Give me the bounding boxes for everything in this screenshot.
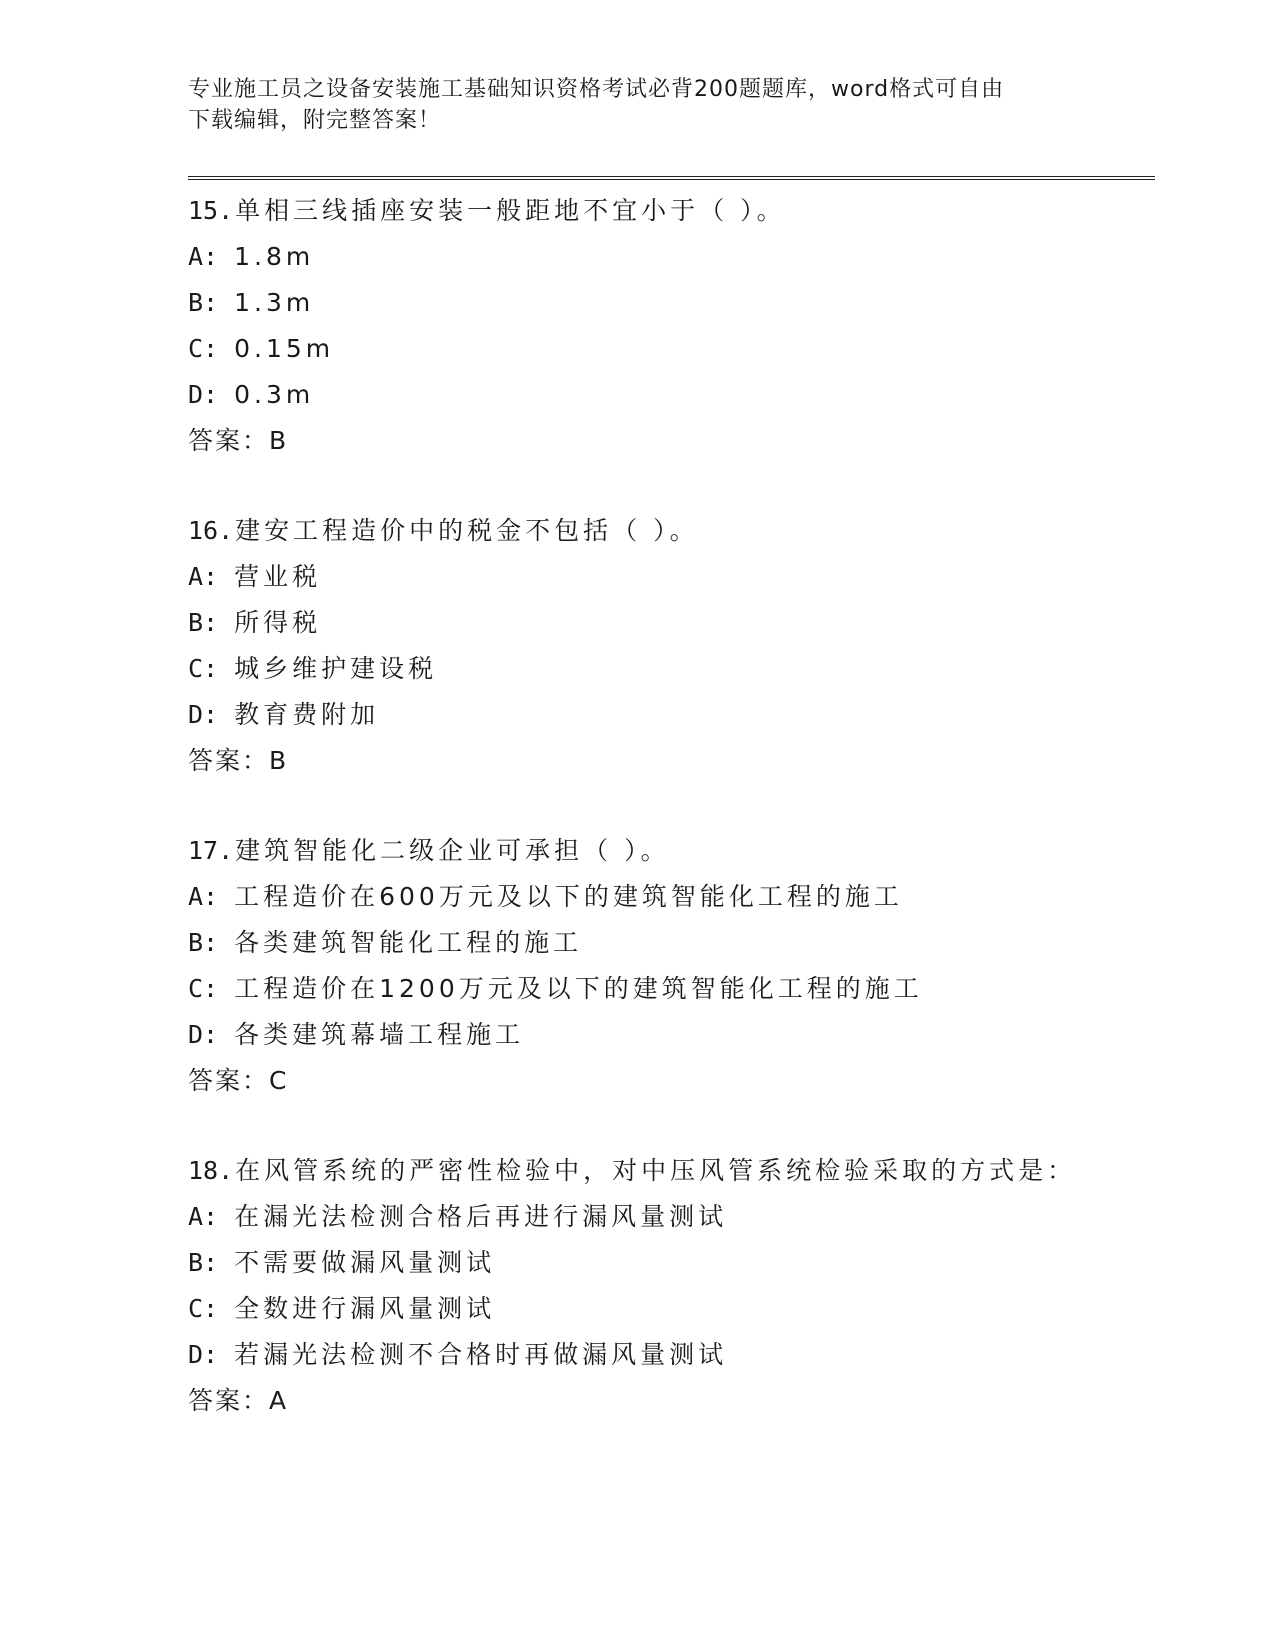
question-number: 17.: [188, 836, 234, 865]
option-a: [188, 554, 1148, 600]
option-key: B:: [188, 608, 219, 637]
question-text: 在风管系统的严密性检验中，对中压风管系统检验采取的方式是：: [235, 1156, 1077, 1185]
option-c: [188, 966, 1148, 1012]
question-text: 建筑智能化二级企业可承担（ ）。: [235, 836, 670, 865]
option-key: B:: [188, 288, 219, 317]
option-key: D:: [188, 700, 219, 729]
option-text: 工程造价在600万元及以下的建筑智能化工程的施工: [234, 882, 903, 911]
option-key: A:: [188, 882, 219, 911]
option-text: 教育费附加: [234, 700, 380, 729]
option-c: [188, 646, 1148, 692]
option-key: C:: [188, 974, 219, 1003]
option-text: 全数进行漏风量测试: [234, 1294, 496, 1323]
answer-line: 答案：B: [188, 426, 289, 455]
option-text: 各类建筑智能化工程的施工: [234, 928, 583, 957]
option-d: [188, 692, 1148, 738]
option-d: [188, 1012, 1148, 1058]
option-b: [188, 1240, 1148, 1286]
option-key: C:: [188, 1294, 219, 1323]
option-text: 所得税: [234, 608, 322, 637]
option-text: 不需要做漏风量测试: [234, 1248, 496, 1277]
option-text: 工程造价在1200万元及以下的建筑智能化工程的施工: [234, 974, 923, 1003]
option-key: B:: [188, 928, 219, 957]
option-text: 1.3m: [234, 288, 315, 317]
answer-line: 答案：B: [188, 746, 289, 775]
question-stem: [188, 828, 1148, 874]
option-d: [188, 1332, 1148, 1378]
question-number: 18.: [188, 1156, 234, 1185]
option-c: [188, 326, 1148, 372]
option-a: [188, 1194, 1148, 1240]
document-header: [188, 74, 1088, 136]
option-key: C:: [188, 334, 219, 363]
header-line-2: 下载编辑，附完整答案！: [188, 108, 442, 133]
question-16: [188, 508, 1148, 784]
question-text: 建安工程造价中的税金不包括（ ）。: [235, 516, 699, 545]
option-a: [188, 874, 1148, 920]
option-text: 1.8m: [234, 242, 315, 271]
option-b: [188, 600, 1148, 646]
option-text: 城乡维护建设税: [234, 654, 438, 683]
option-key: D:: [188, 380, 219, 409]
option-text: 0.15m: [234, 334, 335, 363]
answer-line: 答案：A: [188, 1386, 289, 1415]
question-number: 16.: [188, 516, 234, 545]
question-number: 15.: [188, 196, 234, 225]
question-stem: [188, 508, 1148, 554]
question-17: [188, 828, 1148, 1104]
option-key: C:: [188, 654, 219, 683]
question-15: [188, 188, 1148, 464]
option-key: D:: [188, 1020, 219, 1049]
header-divider: [188, 176, 1155, 180]
question-stem: [188, 188, 1148, 234]
option-b: [188, 920, 1148, 966]
option-text: 营业税: [234, 562, 322, 591]
question-18: [188, 1148, 1148, 1424]
option-text: 若漏光法检测不合格时再做漏风量测试: [234, 1340, 728, 1369]
option-key: A:: [188, 242, 219, 271]
option-key: D:: [188, 1340, 219, 1369]
option-key: A:: [188, 1202, 219, 1231]
option-d: [188, 372, 1148, 418]
option-text: 各类建筑幕墙工程施工: [234, 1020, 525, 1049]
option-text: 在漏光法检测合格后再进行漏风量测试: [234, 1202, 728, 1231]
option-key: A:: [188, 562, 219, 591]
option-text: 0.3m: [234, 380, 315, 409]
answer-line: 答案：C: [188, 1066, 289, 1095]
question-stem: [188, 1148, 1148, 1194]
option-a: [188, 234, 1148, 280]
option-c: [188, 1286, 1148, 1332]
option-key: B:: [188, 1248, 219, 1277]
question-text: 单相三线插座安装一般距地不宜小于（ ）。: [235, 196, 786, 225]
option-b: [188, 280, 1148, 326]
header-line-1: 专业施工员之设备安装施工基础知识资格考试必背200题题库，word格式可自由: [188, 77, 1005, 102]
